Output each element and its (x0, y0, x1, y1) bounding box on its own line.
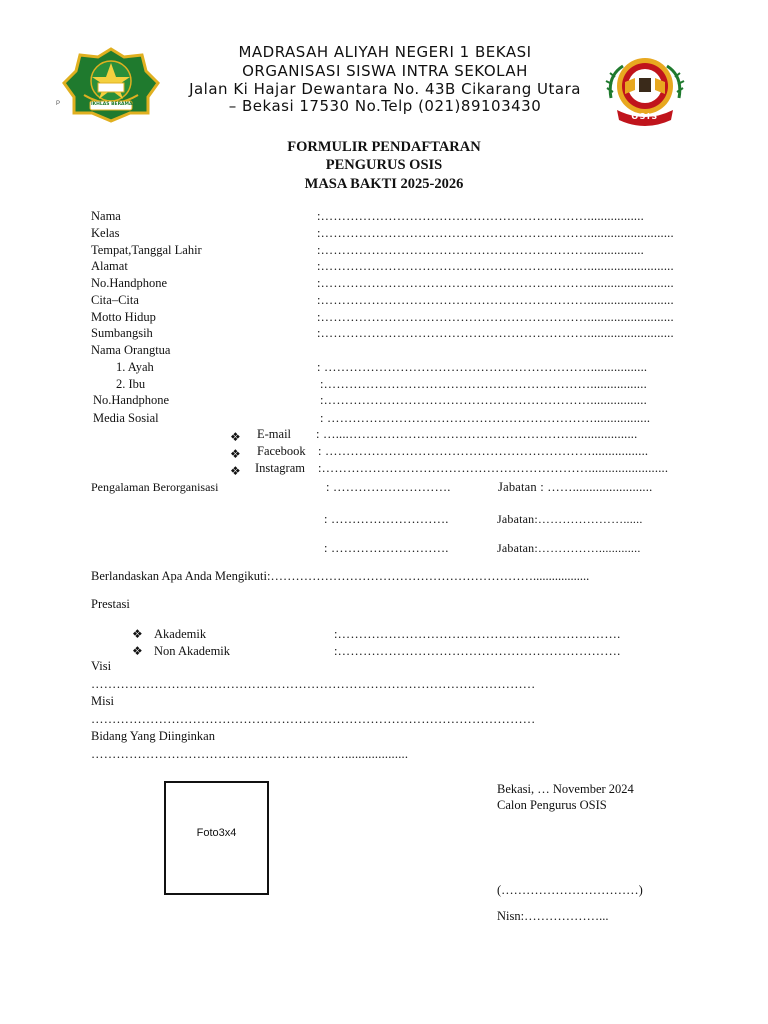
field-fill[interactable]: :………………………………………………………................. (317, 209, 644, 223)
media-sosial-fill[interactable]: : ………………………………………………………................. (320, 411, 651, 425)
berlandaskan-field[interactable]: Berlandaskan Apa Anda Mengikuti:……………………………………………………….................. (91, 569, 590, 583)
form-title-line-2: PENGURUS OSIS (325, 157, 443, 173)
kop-line-3: Jalan Ki Hajar Dewantara No. 43B Cikarang Utara (189, 80, 581, 98)
prestasi-item-label: Non Akademik (154, 644, 231, 658)
social-label: E-mail (257, 427, 292, 441)
misi-fill[interactable]: …………………………………………………………………………………………… (91, 712, 536, 726)
field-label: Motto Hidup (91, 310, 156, 324)
osis-logo (603, 52, 687, 128)
diamond-bullet-icon: ❖ (132, 627, 143, 641)
parent-phone-label: No.Handphone (93, 393, 170, 407)
parent-fill[interactable]: :………………………………………………………................. (320, 377, 647, 391)
parent-label: 1. Ayah (116, 360, 154, 374)
social-fill[interactable]: :………………………………………………………........................ (318, 461, 669, 475)
bidang-label: Bidang Yang Diinginkan (91, 729, 215, 743)
bidang-fill[interactable]: ……………………………………………………................... (91, 747, 409, 761)
field-label: No.Handphone (91, 276, 168, 290)
field-label: Nama (91, 209, 121, 223)
field-label: Alamat (91, 259, 128, 273)
misi-label: Misi (91, 694, 114, 708)
signature-place-date: Bekasi, … November 2024 (497, 782, 634, 796)
prestasi-item-label: Akademik (154, 627, 207, 641)
social-fill[interactable]: : …....……………………………………………….................. (316, 427, 638, 441)
signature-role: Calon Pengurus OSIS (497, 798, 607, 812)
diamond-bullet-icon: ❖ (230, 447, 241, 461)
field-fill[interactable]: :………………………………………………………................. (317, 243, 644, 257)
parent-fill[interactable]: : ………………………………………………………................. (317, 360, 648, 374)
diamond-bullet-icon: ❖ (230, 430, 241, 444)
signature-name-line[interactable]: (……………………………) (497, 883, 643, 897)
field-fill[interactable]: :……………………………………………………….......................... (317, 276, 674, 290)
prestasi-fill[interactable]: :…………………………………………………………. (334, 627, 621, 641)
field-label: Sumbangsih (91, 326, 153, 340)
field-label: Kelas (91, 226, 120, 240)
field-fill[interactable]: :……………………………………………………….......................... (317, 259, 674, 273)
organisasi-fill[interactable]: : ………………………. (324, 541, 449, 555)
organisasi-fill[interactable]: : ………………………. (326, 480, 451, 494)
photo-box[interactable] (164, 781, 269, 895)
organisasi-fill[interactable]: : ………………………. (324, 512, 449, 526)
field-label: Nama Orangtua (91, 343, 171, 357)
kemenag-logo (62, 47, 160, 123)
social-fill[interactable]: : ………………………………………………………................. (318, 444, 649, 458)
organisasi-label: Pengalaman Berorganisasi (91, 480, 219, 494)
parent-label: 2. Ibu (116, 377, 146, 391)
stray-mark: P (56, 101, 61, 107)
kop-line-4: – Bekasi 17530 No.Telp (021)89103430 (228, 97, 542, 115)
form-title-line-1: FORMULIR PENDAFTARAN (287, 139, 481, 155)
visi-label: Visi (91, 659, 112, 673)
field-fill[interactable]: :……………………………………………………….......................... (317, 293, 674, 307)
kop-line-1: MADRASAH ALIYAH NEGERI 1 BEKASI (238, 43, 532, 61)
social-label: Instagram (255, 461, 305, 475)
parent-phone-fill[interactable]: :………………………………………………………................. (320, 393, 647, 407)
form-title-line-3: MASA BAKTI 2025-2026 (304, 176, 464, 192)
jabatan-fill[interactable]: Jabatan : ……........................ (498, 480, 653, 494)
signature-nisn[interactable]: Nisn:………………... (497, 909, 609, 923)
field-fill[interactable]: :……………………………………………………….......................... (317, 226, 674, 240)
kop-line-2: ORGANISASI SISWA INTRA SEKOLAH (242, 62, 528, 80)
social-label: Facebook (257, 444, 306, 458)
left-logo-text: IKHLAS BERAMAL (91, 102, 136, 107)
jabatan-fill[interactable]: Jabatan:…………………...... (497, 512, 643, 526)
media-sosial-label: Media Sosial (93, 411, 159, 425)
photo-label: Foto3x4 (196, 827, 237, 839)
diamond-bullet-icon: ❖ (132, 644, 143, 658)
field-label: Tempat,Tanggal Lahir (91, 243, 202, 257)
visi-fill[interactable]: …………………………………………………………………………………………… (91, 677, 536, 691)
prestasi-fill[interactable]: :…………………………………………………………. (334, 644, 621, 658)
field-fill[interactable]: :……………………………………………………….......................... (317, 310, 674, 324)
jabatan-fill[interactable]: Jabatan:……………............. (497, 541, 641, 555)
osis-logo-text: OSIS (631, 112, 659, 121)
field-label: Cita–Cita (91, 293, 139, 307)
prestasi-label: Prestasi (91, 597, 130, 611)
diamond-bullet-icon: ❖ (230, 464, 241, 478)
field-fill[interactable]: :……………………………………………………….......................... (317, 326, 674, 340)
